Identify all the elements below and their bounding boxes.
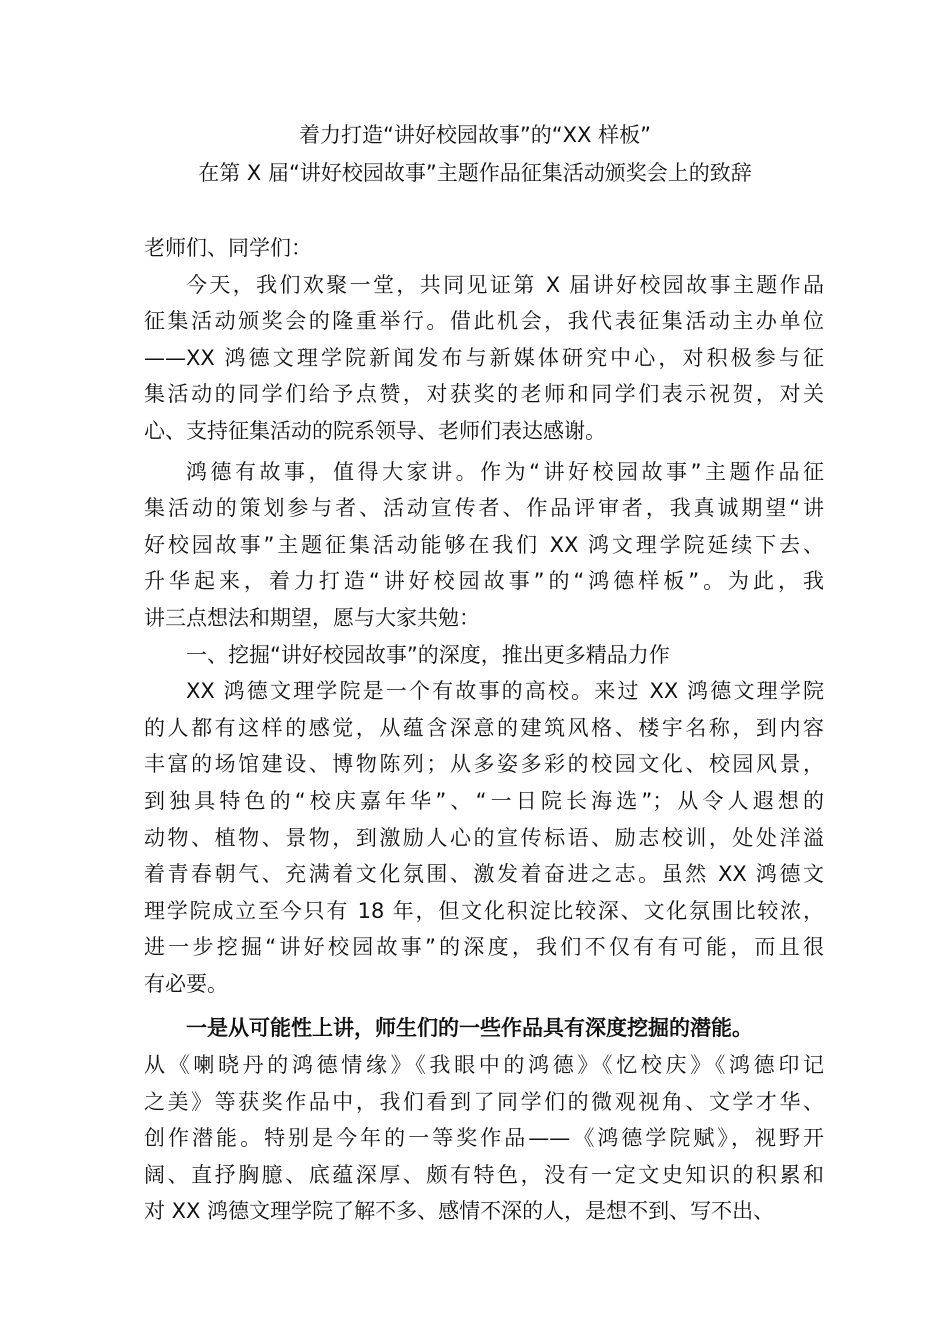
paragraph-line: 讲三点想法和期望，愿与大家共勉： [144, 605, 480, 630]
paragraph-line: ——XX 鸿德文理学院新闻发布与新媒体研究中心，对积极参与征 [144, 345, 824, 370]
paragraph-line: 有必要。 [144, 971, 228, 996]
paragraph-line: 的人都有这样的感觉，从蕴含深意的建筑风格、楼宇名称，到内容 [144, 715, 824, 740]
paragraph-line: 好校园故事”主题征集活动能够在我们 XX 鸿文理学院延续下去、 [144, 532, 824, 557]
paragraph-story [144, 454, 824, 637]
paragraph-line: 阔、直抒胸臆、底蕴深厚、颇有特色，没有一定文史知识的积累和 [144, 1162, 824, 1187]
paragraph-opening [144, 267, 824, 450]
paragraph-school [144, 673, 824, 1002]
document-subtitle: 在第 X 届“讲好校园故事”主题作品征集活动颁奖会上的致辞 [198, 161, 752, 185]
section-heading-1: 一、挖掘“讲好校园故事”的深度，推出更多精品力作 [186, 642, 670, 667]
paragraph-possibility [144, 1010, 824, 1230]
paragraph-line: 动物、植物、景物，到激励人心的宣传标语、励志校训，处处洋溢 [144, 825, 824, 850]
paragraph-line: 着青春朝气、充满着文化氛围、激发着奋进之志。虽然 XX 鸿德文 [144, 862, 824, 887]
paragraph-line: 集活动的同学们给予点赞，对获奖的老师和同学们表示祝贺，对关 [144, 382, 824, 407]
paragraph-line: 创作潜能。特别是今年的一等奖作品——《鸿德学院赋》，视野开 [144, 1126, 824, 1151]
paragraph-line: 心、支持征集活动的院系领导、老师们表达感谢。 [144, 418, 606, 443]
paragraph-line: 集活动的策划参与者、活动宣传者、作品评审者，我真诚期望“讲 [144, 496, 824, 521]
salutation: 老师们、同学们： [144, 236, 312, 260]
document-title: 着力打造“讲好校园故事”的“XX 样板” [299, 123, 651, 147]
paragraph-line: XX 鸿德文理学院是一个有故事的高校。来过 XX 鸿德文理学院 [186, 679, 824, 704]
paragraph-line: 从《喇晓丹的鸿德情缘》《我眼中的鸿德》《忆校庆》《鸿德印记 [144, 1053, 824, 1078]
paragraph-line: 今天，我们欢聚一堂，共同见证第 X 届讲好校园故事主题作品 [186, 272, 824, 297]
paragraph-line: 之美》等获奖作品中，我们看到了同学们的微观视角、文学才华、 [144, 1089, 824, 1114]
paragraph-line: 鸿德有故事，值得大家讲。作为“讲好校园故事”主题作品征 [186, 459, 824, 484]
paragraph-line: 征集活动颁奖会的隆重举行。借此机会，我代表征集活动主办单位 [144, 309, 824, 334]
paragraph-bold-lead: 一是从可能性上讲，师生们的一些作品具有深度挖掘的潜能。 [186, 1016, 753, 1041]
paragraph-line: 对 XX 鸿德文理学院了解不多、感情不深的人，是想不到、写不出、 [144, 1199, 775, 1224]
paragraph-line: 丰富的场馆建设、博物陈列；从多姿多彩的校园文化、校园风景， [144, 752, 824, 777]
document-body [144, 230, 824, 1230]
paragraph-line: 理学院成立至今只有 18 年，但文化积淀比较深、文化氛围比较浓， [144, 898, 824, 923]
paragraph-line: 升华起来，着力打造“讲好校园故事”的“鸿德样板”。为此，我 [144, 569, 824, 594]
paragraph-line: 进一步挖掘“讲好校园故事”的深度，我们不仅有有可能，而且很 [144, 935, 824, 960]
paragraph-line: 到独具特色的“校庆嘉年华”、“一日院长海选”；从令人遐想的 [144, 788, 824, 813]
